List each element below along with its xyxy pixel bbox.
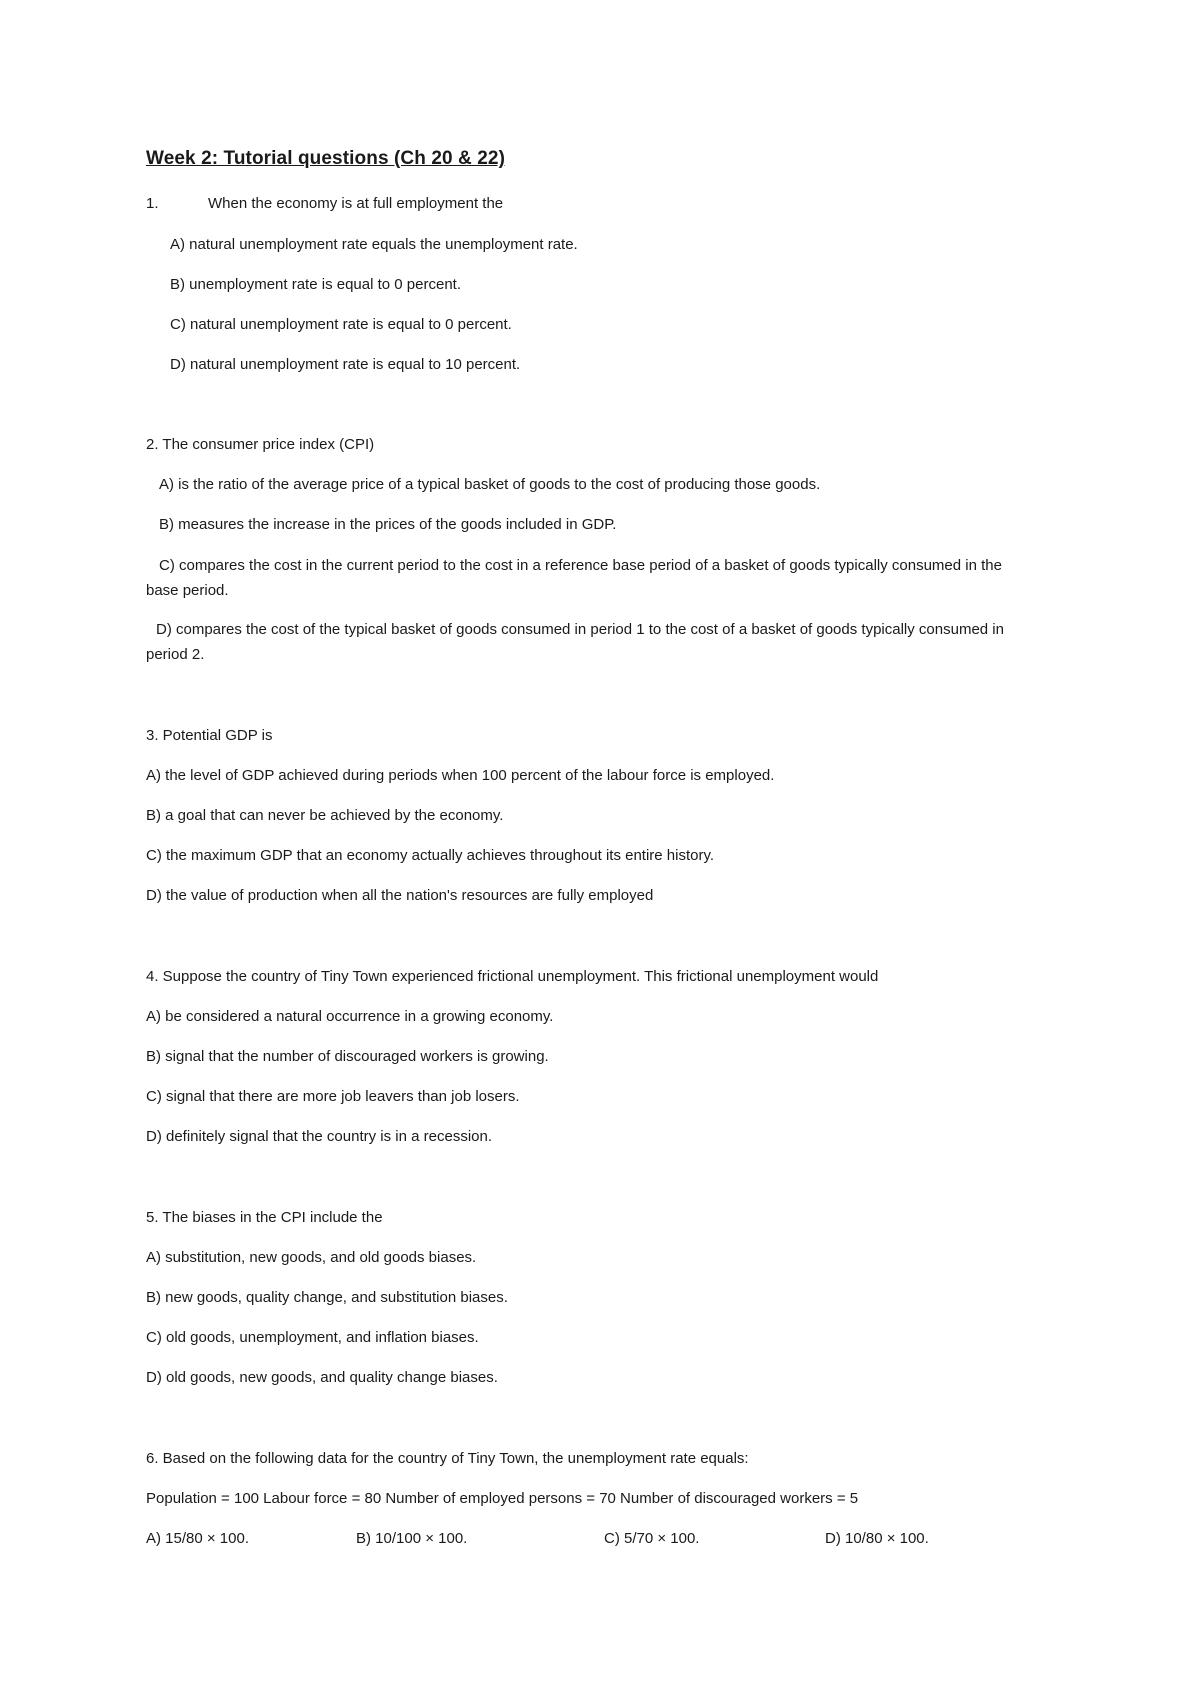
question-2-option-c: C) compares the cost in the current period to the cost in a reference base period of a basket of goods typically consumed in the base period. <box>146 557 1002 599</box>
page-title: Week 2: Tutorial questions (Ch 20 & 22) <box>146 148 505 169</box>
question-6-option-b: B) 10/100 × 100. <box>356 1530 468 1547</box>
question-1-option-a: A) natural unemployment rate equals the unemployment rate. <box>170 236 578 253</box>
question-3-option-d: D) the value of production when all the nation's resources are fully employed <box>146 887 654 904</box>
question-6-option-a: A) 15/80 × 100. <box>146 1530 249 1547</box>
question-4-option-b: B) signal that the number of discouraged workers is growing. <box>146 1048 549 1065</box>
question-5-option-d: D) old goods, new goods, and quality change biases. <box>146 1369 498 1386</box>
question-4-option-c: C) signal that there are more job leavers than job losers. <box>146 1088 520 1105</box>
question-1-number: 1. <box>146 195 159 212</box>
question-4-option-d: D) definitely signal that the country is in a recession. <box>146 1128 493 1145</box>
question-6-option-d: D) 10/80 × 100. <box>825 1530 929 1547</box>
question-3-option-c: C) the maximum GDP that an economy actually achieves throughout its entire history. <box>146 847 715 864</box>
question-2-option-b: B) measures the increase in the prices of the goods included in GDP. <box>159 516 617 533</box>
question-5-stem: 5. The biases in the CPI include the <box>146 1209 383 1226</box>
question-4-option-a: A) be considered a natural occurrence in a growing economy. <box>146 1008 554 1025</box>
question-6-stem: 6. Based on the following data for the country of Tiny Town, the unemployment rate equals: <box>146 1450 749 1467</box>
question-2-stem: 2. The consumer price index (CPI) <box>146 436 375 453</box>
question-6-data-line: Population = 100 Labour force = 80 Number of employed persons = 70 Number of discouraged workers = 5 <box>146 1490 859 1507</box>
question-2-option-d: D) compares the cost of the typical basket of goods consumed in period 1 to the cost of a basket of goods typically consumed in period 2. <box>146 621 1004 663</box>
question-5-option-c: C) old goods, unemployment, and inflation biases. <box>146 1329 479 1346</box>
question-2-option-a: A) is the ratio of the average price of a typical basket of goods to the cost of producing those goods. <box>159 476 821 493</box>
question-6-option-c: C) 5/70 × 100. <box>604 1530 700 1547</box>
question-1-option-d: D) natural unemployment rate is equal to 10 percent. <box>170 356 521 373</box>
question-3-stem: 3. Potential GDP is <box>146 727 273 744</box>
question-5-option-a: A) substitution, new goods, and old goods biases. <box>146 1249 477 1266</box>
question-1-stem: When the economy is at full employment the <box>208 195 504 212</box>
question-1-option-b: B) unemployment rate is equal to 0 percent. <box>170 276 461 293</box>
question-3-option-b: B) a goal that can never be achieved by the economy. <box>146 807 504 824</box>
question-3-option-a: A) the level of GDP achieved during periods when 100 percent of the labour force is employed. <box>146 767 775 784</box>
question-1-option-c: C) natural unemployment rate is equal to 0 percent. <box>170 316 512 333</box>
question-4-stem: 4. Suppose the country of Tiny Town experienced frictional unemployment. This frictional unemployment would <box>146 968 879 985</box>
question-5-option-b: B) new goods, quality change, and substitution biases. <box>146 1289 508 1306</box>
